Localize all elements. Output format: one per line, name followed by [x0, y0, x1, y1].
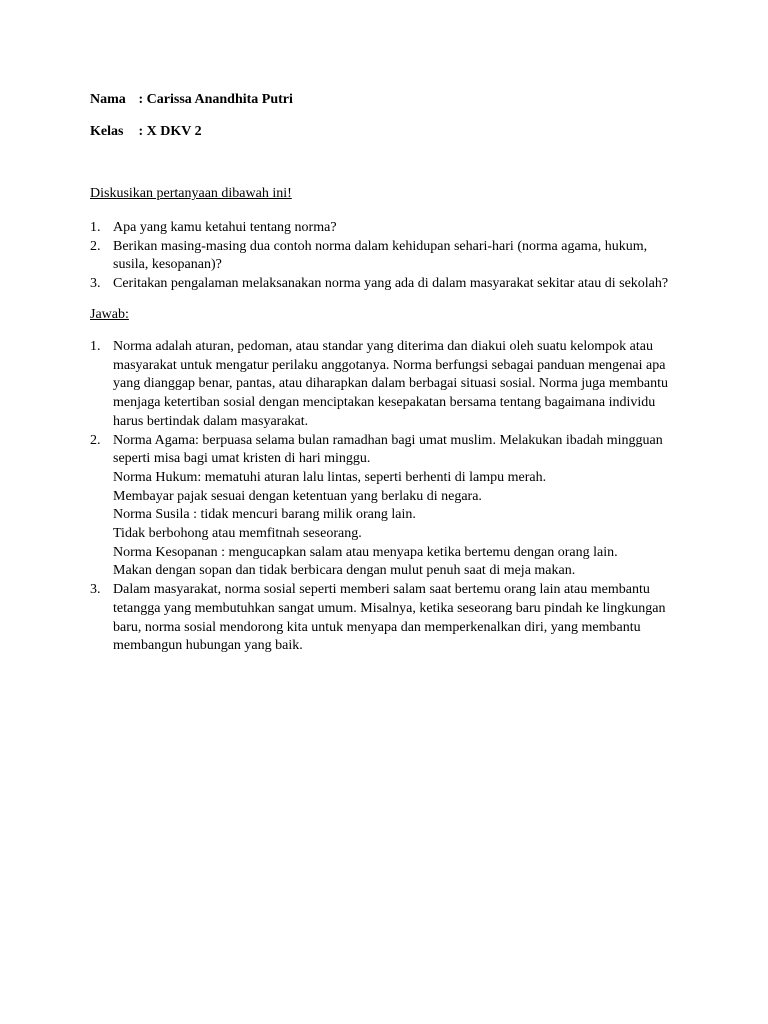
answer-text-line: harus bertindak dalam masyarakat. — [113, 413, 309, 429]
question-item — [90, 219, 680, 238]
answer-text-line: Norma Susila : tidak mencuri barang milik orang lain. — [113, 507, 416, 523]
answer-text-line: Norma Kesopanan : mengucapkan salam atau menyapa ketika bertemu dengan orang lain. — [113, 544, 618, 560]
answer-item — [90, 432, 680, 582]
answer-text-line: tetangga yang membutuhkan sangat umum. Misalnya, ketika seseorang baru pindah ke lingkungan — [113, 600, 666, 616]
answer-text-line: yang dianggap benar, pantas, atau diharapkan dalam berbagai situasi sosial. Norma juga membantu — [113, 376, 668, 392]
answer-text-line: membangun hubungan yang baik. — [113, 638, 303, 654]
answer-text-line: Tidak berbohong atau memfitnah seseorang. — [113, 526, 362, 542]
question-number: 2. — [90, 238, 101, 254]
answer-item — [90, 338, 680, 432]
name-label: Nama — [90, 92, 126, 107]
answer-number: 3. — [90, 582, 101, 598]
answer-item — [90, 581, 680, 656]
name-value: : Carissa Anandhita Putri — [138, 92, 293, 107]
question-text-line: Apa yang kamu ketahui tentang norma? — [113, 220, 337, 235]
answer-text-line: baru, norma sosial mendorong kita untuk menyapa dan memperkenalkan diri, yang membantu — [113, 619, 641, 635]
answer-text-line: masyarakat untuk mengatur perilaku anggotanya. Norma berfungsi sebagai panduan mengenai apa — [113, 357, 666, 373]
answer-number: 1. — [90, 339, 101, 354]
question-number: 3. — [90, 276, 101, 292]
class-label: Kelas — [90, 124, 124, 139]
class-row — [90, 124, 202, 140]
answers-list — [90, 338, 680, 656]
question-number: 1. — [90, 220, 101, 235]
answer-text-line: Norma adalah aturan, pedoman, atau standar yang diterima dan diakui oleh suatu kelompok atau — [113, 339, 653, 354]
answer-number: 2. — [90, 432, 101, 448]
answer-text-line: Makan dengan sopan dan tidak berbicara dengan mulut penuh saat di meja makan. — [113, 563, 576, 579]
answers-heading: Jawab: — [90, 307, 129, 322]
question-item — [90, 238, 680, 275]
answer-text-line: Dalam masyarakat, norma sosial seperti memberi salam saat bertemu orang lain atau membantu — [113, 582, 650, 598]
question-item — [90, 275, 680, 294]
class-value: : X DKV 2 — [138, 124, 202, 139]
answer-text-line: Norma Hukum: mematuhi aturan lalu lintas, seperti berhenti di lampu merah. — [113, 469, 547, 485]
question-text-line: Berikan masing-masing dua contoh norma dalam kehidupan sehari-hari (norma agama, hukum, — [113, 238, 648, 254]
answer-text-line: menjaga ketertiban sosial dengan menciptakan kesepakatan bersama tentang bagaimana individu — [113, 395, 656, 411]
name-row — [90, 92, 293, 108]
question-text-line: Ceritakan pengalaman melaksanakan norma yang ada di dalam masyarakat sekitar atau di sekolah? — [113, 276, 669, 292]
answer-text-line: Norma Agama: berpuasa selama bulan ramadhan bagi umat muslim. Melakukan ibadah mingguan — [113, 432, 663, 448]
questions-list — [90, 219, 680, 294]
answer-text-line: seperti misa bagi umat kristen di hari minggu. — [113, 451, 371, 467]
answer-text-line: Membayar pajak sesuai dengan ketentuan yang berlaku di negara. — [113, 488, 482, 504]
question-text-line: susila, kesopanan)? — [113, 257, 222, 273]
questions-heading: Diskusikan pertanyaan dibawah ini! — [90, 186, 292, 201]
